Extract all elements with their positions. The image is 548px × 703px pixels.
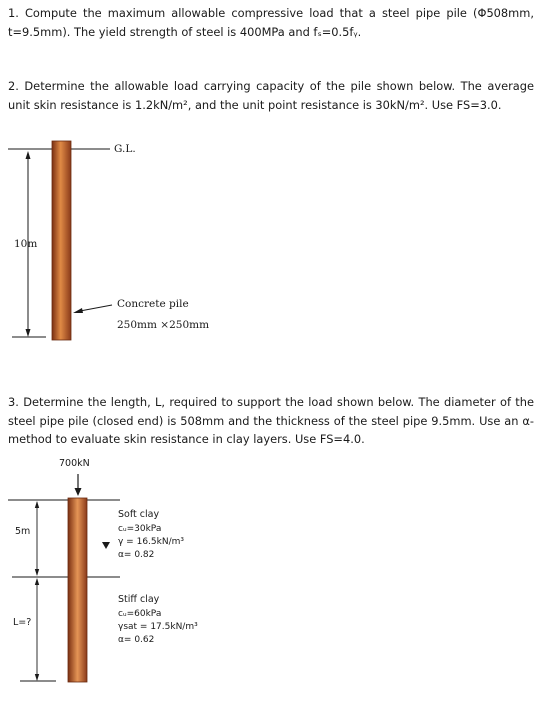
steel-pipe-pile <box>68 498 87 682</box>
depth-5m-label: 5m <box>15 526 31 537</box>
stiff-clay-gamma: γsat = 17.5kN/m³ <box>118 622 198 632</box>
stiff-clay-cu: cᵤ=60kPa <box>118 609 162 619</box>
pile-label-leader <box>80 305 112 311</box>
stiff-clay-alpha: α= 0.62 <box>118 635 155 645</box>
load-label: 700kN <box>59 458 90 469</box>
problem-1-text: 1. Compute the maximum allowable compressive load that a steel pipe pile (Φ508mm, t=9.5mm). The yield strength of steel is 400MPa and fₛ=0.5fᵧ. <box>8 6 534 39</box>
depth-L-arrow-top <box>35 578 39 585</box>
depth-5m-arrow-bottom <box>35 569 39 576</box>
dimension-arrow-bottom <box>26 329 31 337</box>
problem-2-text: 2. Determine the allowable load carrying capacity of the pile shown below. The average unit skin resistance is 1.2kN/m², and the unit point resistance is 30kN/m². Use FS=3.0. <box>8 79 534 112</box>
soft-clay-title: Soft clay <box>118 509 160 520</box>
soft-clay-gamma: γ = 16.5kN/m³ <box>118 537 184 547</box>
depth-L-arrow-bottom <box>35 674 39 681</box>
water-table-marker <box>102 542 110 549</box>
pile-type-label: Concrete pile <box>117 298 189 310</box>
depth-5m-arrow-top <box>35 501 39 508</box>
ground-level-label: G.L. <box>114 143 136 155</box>
problem-3-figure <box>0 452 548 692</box>
concrete-pile <box>52 141 71 340</box>
depth-L-label: L=? <box>13 617 32 628</box>
dimension-arrow-top <box>26 151 31 159</box>
load-arrow-head <box>75 488 82 496</box>
problem-3-text: 3. Determine the length, L, required to support the load shown below. The diameter of the steel pipe pile (closed end) is 508mm and the thickness of the steel pipe 9.5mm. Use an α-method to evaluate skin resistance in clay layers. Use FS=4.0. <box>8 395 534 446</box>
soft-clay-cu: cᵤ=30kPa <box>118 524 162 534</box>
pile-size-label: 250mm ×250mm <box>117 319 210 331</box>
pile-label-arrow <box>73 308 83 313</box>
problem-2-figure <box>0 135 548 350</box>
stiff-clay-title: Stiff clay <box>118 594 160 605</box>
soft-clay-alpha: α= 0.82 <box>118 550 155 560</box>
pile-length-label: 10m <box>14 238 38 250</box>
